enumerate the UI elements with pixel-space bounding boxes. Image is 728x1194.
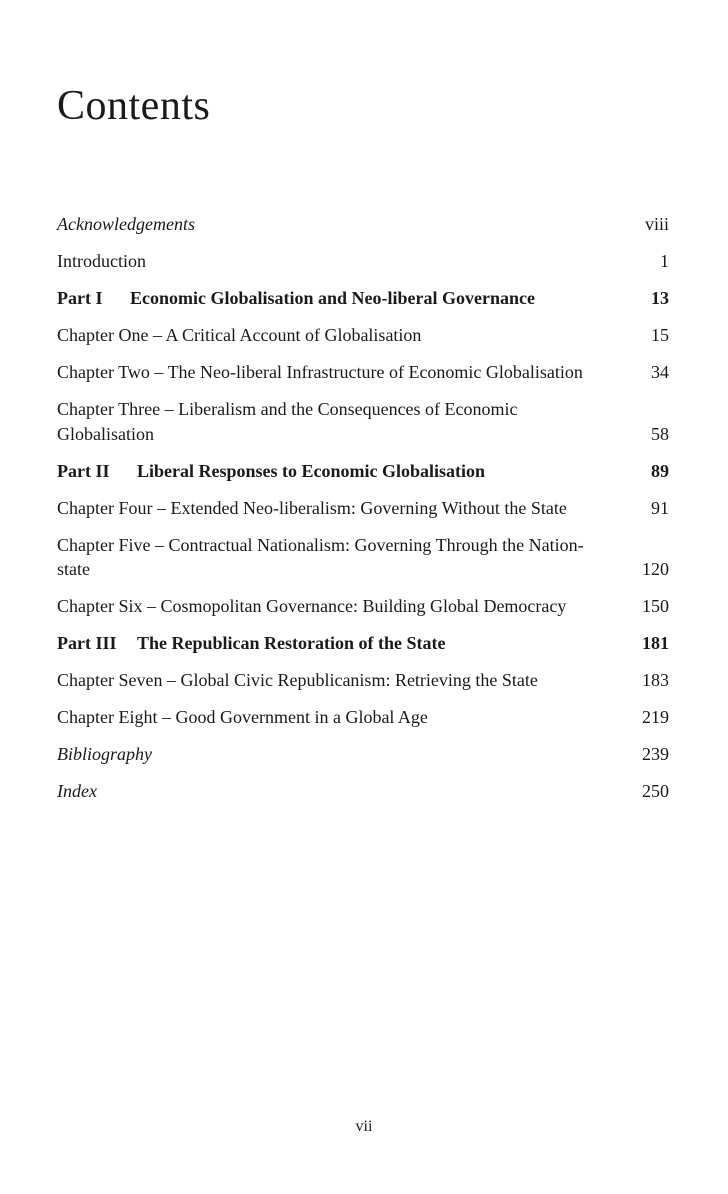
toc-entry-page: 34: [651, 362, 669, 382]
toc-entry-page: 13: [651, 288, 669, 308]
toc-entry-label: Bibliography: [57, 744, 152, 764]
toc-entry-label: Chapter Two – The Neo-liberal Infrastructure of Economic Globalisation: [57, 362, 583, 382]
toc-entry-label: [57, 286, 592, 311]
part-number: Part II: [57, 460, 110, 481]
toc-entry-page: 183: [642, 670, 669, 690]
toc-entry-page: 239: [642, 744, 669, 764]
toc-entry-label: Index: [57, 781, 97, 801]
part-number: Part I: [57, 288, 103, 308]
toc-entry-label: Chapter Six – Cosmopolitan Governance: Building Global Democracy: [57, 596, 567, 616]
toc-entry-label: Chapter Four – Extended Neo-liberalism: Governing Without the State: [57, 497, 567, 518]
toc-entry-part-2[interactable]: [57, 459, 669, 484]
toc-entry-label: Acknowledgements: [57, 214, 195, 234]
toc-entry-page: 219: [642, 707, 669, 727]
toc-entry-index[interactable]: [57, 779, 669, 804]
toc-entry-label: [57, 459, 592, 484]
toc-entry-page: 181: [642, 633, 669, 653]
toc-entry-chapter-2[interactable]: [57, 360, 669, 385]
toc-entry-label: [57, 631, 592, 656]
toc-entry-label: Introduction: [57, 251, 146, 271]
toc-entry-chapter-7[interactable]: [57, 668, 669, 693]
toc-entry-bibliography[interactable]: [57, 742, 669, 767]
page-title: Contents: [57, 83, 211, 129]
page-number: vii: [355, 1118, 373, 1135]
toc-entry-page: viii: [644, 214, 669, 234]
toc-entry-introduction[interactable]: [57, 249, 669, 274]
toc-entry-chapter-4[interactable]: [57, 496, 669, 521]
toc-entry-label: Chapter Five – Contractual Nationalism: Governing Through the Nation-state: [57, 534, 584, 579]
toc-entry-page: 91: [651, 497, 669, 518]
toc-entry-page: 58: [651, 423, 669, 444]
toc-entry-chapter-6[interactable]: [57, 594, 669, 619]
toc-entry-chapter-3[interactable]: [57, 397, 669, 446]
part-number: Part III: [57, 633, 117, 653]
toc-entry-chapter-1[interactable]: [57, 323, 669, 348]
toc-entry-label: Chapter Three – Liberalism and the Consequences of Economic Globalisation: [57, 399, 518, 444]
toc-entry-page: 250: [642, 781, 669, 801]
part-title: Liberal Responses to Economic Globalisation: [137, 460, 486, 481]
table-of-contents: [57, 212, 669, 816]
toc-entry-label: Chapter One – A Critical Account of Globalisation: [57, 325, 422, 345]
part-title: The Republican Restoration of the State: [137, 633, 446, 653]
toc-entry-label: Chapter Eight – Good Government in a Global Age: [57, 707, 428, 727]
toc-entry-chapter-8[interactable]: [57, 705, 669, 730]
part-title: Economic Globalisation and Neo-liberal Governance: [130, 288, 535, 308]
toc-entry-label: Chapter Seven – Global Civic Republicanism: Retrieving the State: [57, 670, 538, 690]
toc-entry-part-1[interactable]: [57, 286, 669, 311]
toc-entry-page: 15: [651, 325, 669, 345]
toc-entry-chapter-5[interactable]: [57, 533, 669, 582]
toc-entry-part-3[interactable]: [57, 631, 669, 656]
toc-entry-page: 120: [642, 559, 669, 579]
toc-entry-page: 150: [642, 596, 669, 616]
toc-entry-page: 1: [660, 251, 669, 271]
toc-entry-acknowledgements[interactable]: [57, 212, 669, 237]
toc-entry-page: 89: [651, 460, 669, 481]
